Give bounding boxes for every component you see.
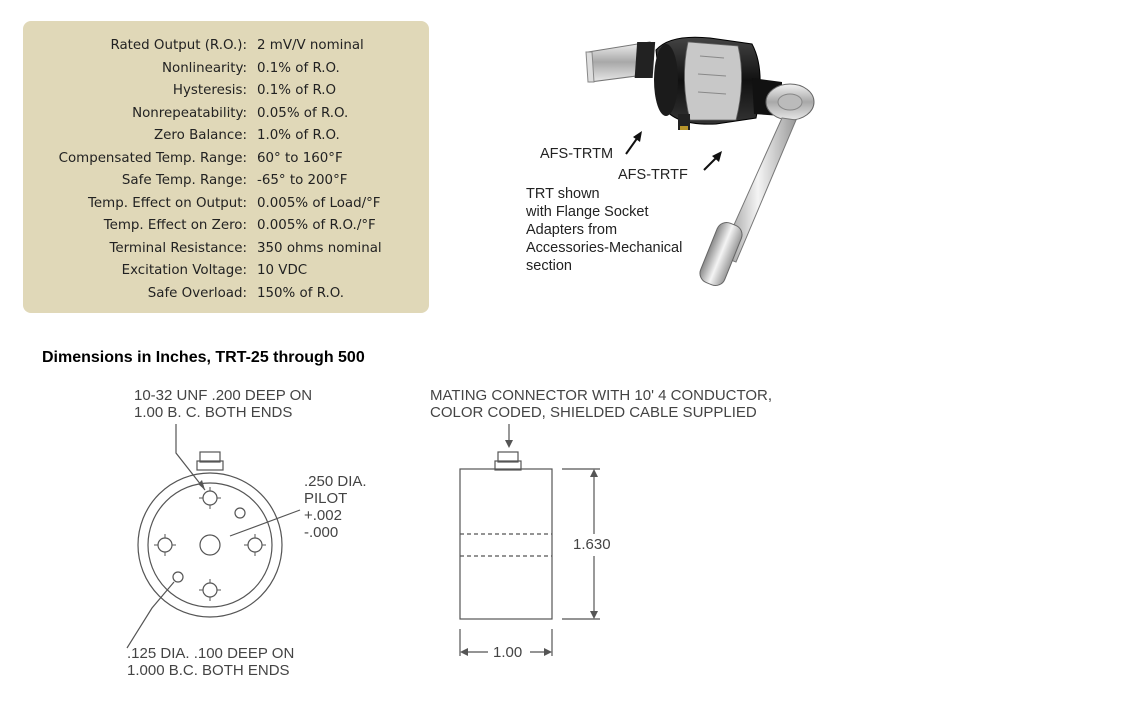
thread-note xyxy=(134,387,312,421)
pin-note-line: 1.000 B.C. BOTH ENDS xyxy=(127,662,290,679)
spec-value: 10 VDC xyxy=(257,263,308,278)
spec-label: Safe Temp. Range: xyxy=(121,173,247,188)
spec-row xyxy=(23,193,382,216)
pilot-note xyxy=(304,473,367,541)
spec-value: 0.1% of R.O. xyxy=(257,60,340,76)
spec-value: 60° to 160°F xyxy=(257,150,343,166)
height-dimension: 1.630 xyxy=(573,536,611,553)
connector-note xyxy=(430,387,772,421)
connector-note-line: COLOR CODED, SHIELDED CABLE SUPPLIED xyxy=(430,404,757,421)
caption-line: Accessories-Mechanical xyxy=(526,240,683,256)
thread-note-line: 10-32 UNF .200 DEEP ON xyxy=(134,387,313,404)
spec-row xyxy=(23,215,382,238)
dimensions-title: Dimensions in Inches, TRT-25 through 500 xyxy=(42,349,365,366)
label-afs-trtf: AFS-TRTF xyxy=(618,167,688,183)
spec-value: 0.05% of R.O. xyxy=(257,105,349,121)
spec-label: Temp. Effect on Output: xyxy=(88,195,247,211)
connector-note-line: MATING CONNECTOR WITH 10' 4 CONDUCTOR, xyxy=(430,387,773,404)
caption-line: with Flange Socket xyxy=(526,204,649,220)
spec-label: Temp. Effect on Zero: xyxy=(103,218,247,233)
spec-label: Rated Output (R.O.): xyxy=(110,38,247,53)
spec-row xyxy=(23,35,382,58)
dimension-drawings xyxy=(0,380,1142,697)
spec-label: Terminal Resistance: xyxy=(109,240,247,256)
caption-line: section xyxy=(526,258,572,274)
spec-label: Hysteresis: xyxy=(172,83,247,98)
spec-label: Nonrepeatability: xyxy=(132,105,247,121)
spec-row xyxy=(23,125,382,148)
width-dimension: 1.00 xyxy=(493,644,523,661)
spec-value: 1.0% of R.O. xyxy=(257,128,340,143)
spec-label: Nonlinearity: xyxy=(161,60,247,76)
specifications-table xyxy=(23,35,382,305)
spec-value: 2 mV/V nominal xyxy=(257,38,364,53)
spec-row xyxy=(23,103,382,126)
specifications-panel xyxy=(23,21,429,313)
pin-note xyxy=(127,645,294,679)
spec-value: 0.005% of Load/°F xyxy=(257,195,381,211)
spec-value: 150% of R.O. xyxy=(257,285,345,301)
spec-row xyxy=(23,260,382,283)
spec-label: Excitation Voltage: xyxy=(121,263,247,278)
thread-note-line: 1.00 B. C. BOTH ENDS xyxy=(134,404,293,421)
spec-value: 0.1% of R.O xyxy=(257,83,337,98)
spec-value: 0.005% of R.O./°F xyxy=(257,218,376,233)
pilot-note-line: -.000 xyxy=(304,524,339,541)
spec-row xyxy=(23,58,382,81)
spec-value: -65° to 200°F xyxy=(257,173,348,188)
pilot-note-line: PILOT xyxy=(304,490,348,507)
spec-row xyxy=(23,283,382,306)
caption-line: Adapters from xyxy=(526,222,618,238)
spec-label: Zero Balance: xyxy=(154,128,247,143)
caption-line: TRT shown xyxy=(526,186,600,202)
photo-caption xyxy=(526,185,682,275)
label-afs-trtm: AFS-TRTM xyxy=(540,146,614,162)
pin-note-line: .125 DIA. .100 DEEP ON xyxy=(127,645,295,662)
spec-row xyxy=(23,148,382,171)
spec-row xyxy=(23,238,382,261)
end-view-drawing xyxy=(127,424,300,648)
pilot-note-line: .250 DIA. xyxy=(304,473,367,490)
spec-label: Compensated Temp. Range: xyxy=(58,150,247,166)
spec-row xyxy=(23,170,382,193)
spec-label: Safe Overload: xyxy=(147,285,247,301)
pilot-note-line: +.002 xyxy=(304,507,342,524)
spec-row xyxy=(23,80,382,103)
spec-value: 350 ohms nominal xyxy=(257,240,382,256)
